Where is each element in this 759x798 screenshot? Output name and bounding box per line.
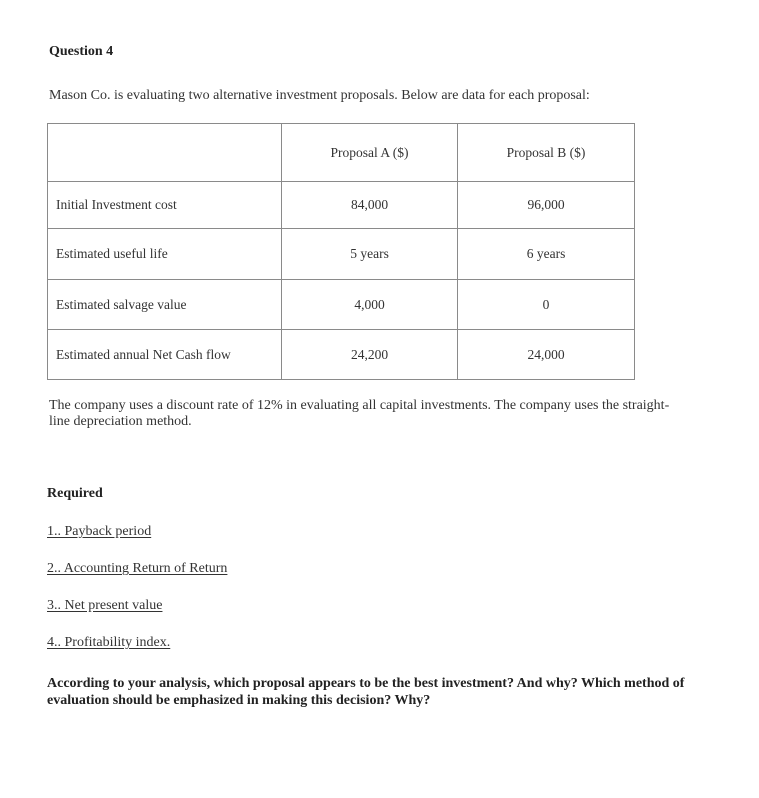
header-cell-proposal-b: Proposal B ($) [458,124,635,182]
table-header-row [48,124,635,182]
row-label: Estimated annual Net Cash flow [48,330,282,380]
proposal-a-value: 84,000 [282,182,458,229]
required-item-arr: 2.. Accounting Return of Return [47,561,228,576]
discount-rate-note: The company uses a discount rate of 12% in evaluating all capital investments. The company uses the straight-line depreciation method. [49,398,670,429]
table-row [48,280,635,330]
question-heading: Question 4 [49,44,114,59]
required-item-payback: 1.. Payback period [47,524,152,539]
proposal-a-value: 5 years [282,229,458,280]
proposal-a-value: 4,000 [282,280,458,330]
proposal-b-value: 24,000 [458,330,635,380]
required-heading: Required [47,486,103,501]
row-label: Initial Investment cost [48,182,282,229]
proposal-b-value: 96,000 [458,182,635,229]
table-row [48,182,635,229]
table-row [48,229,635,280]
row-label: Estimated useful life [48,229,282,280]
required-item-profitability-index: 4.. Profitability index. [47,635,171,650]
row-label: Estimated salvage value [48,280,282,330]
intro-text: Mason Co. is evaluating two alternative investment proposals. Below are data for each proposal: [49,88,590,103]
header-cell-empty [48,124,282,182]
required-item-npv: 3.. Net present value [47,598,163,613]
analysis-question: According to your analysis, which proposal appears to be the best investment? And why? Which method of evaluation should be emphasized in making this decision? Why? [47,676,685,708]
proposal-b-value: 6 years [458,229,635,280]
header-cell-proposal-a: Proposal A ($) [282,124,458,182]
table-row [48,330,635,380]
proposal-a-value: 24,200 [282,330,458,380]
proposal-table [47,123,635,380]
proposal-b-value: 0 [458,280,635,330]
